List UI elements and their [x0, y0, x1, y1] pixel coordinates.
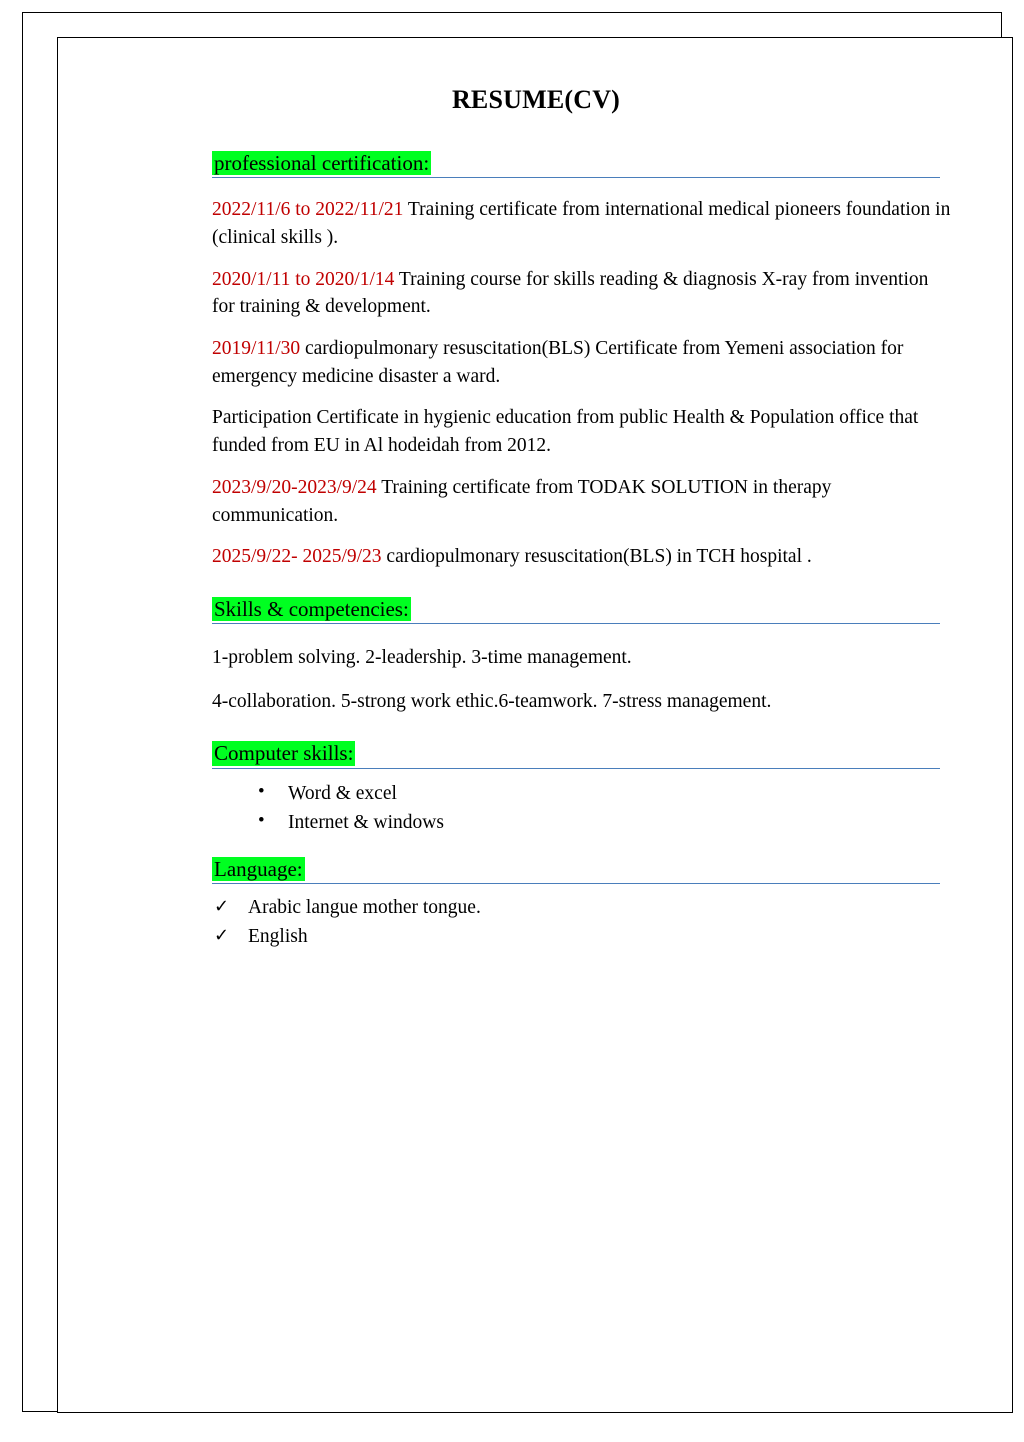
skills-line: 4-collaboration. 5-strong work ethic.6-teamwork. 7-stress management.: [212, 690, 772, 712]
list-item: ✓ English: [214, 923, 978, 952]
list-item: • Internet & windows: [258, 808, 978, 837]
section-heading-professional-certification: [212, 151, 940, 178]
list-item: ✓ Arabic langue mother tongue.: [214, 894, 978, 923]
certification-entry: [212, 182, 952, 251]
certification-entry: [212, 321, 952, 390]
computer-skills-list: [94, 779, 978, 838]
section-computer-skills: [94, 741, 978, 837]
certification-date: 2023/9/20-2023/9/24: [212, 476, 377, 498]
certification-date: 2020/1/11 to 2020/1/14: [212, 268, 395, 290]
document-content: [94, 84, 978, 952]
section-professional-certification: [94, 151, 978, 571]
certification-date: 2025/9/22- 2025/9/23: [212, 546, 382, 568]
section-heading-label: Skills & competencies:: [214, 596, 409, 621]
certification-text: Participation Certificate in hygienic education from public Health & Population office that funded from EU in Al hodeidah from 2012.: [212, 407, 919, 457]
list-item: • Word & excel: [258, 779, 978, 808]
certification-entry: [212, 252, 952, 321]
certification-date: 2019/11/30: [212, 338, 301, 360]
certification-entry: [212, 460, 952, 529]
certification-text: cardiopulmonary resuscitation(BLS) in TCH hospital .: [381, 546, 812, 568]
page-inner-border: [57, 37, 1013, 1413]
certification-entry: [212, 390, 952, 459]
section-heading-label: Computer skills:: [214, 741, 354, 766]
section-heading-label: professional certification:: [214, 151, 430, 176]
certification-text: Training certificate from international medical pioneers foundation in (clinical skills ).: [212, 199, 951, 249]
certification-text: Training certificate from TODAK SOLUTION in therapy communication.: [212, 476, 832, 526]
section-heading-skills-competencies: [212, 597, 940, 624]
certification-text: cardiopulmonary resuscitation(BLS) Certificate from Yemeni association for emergency medicine disaster a ward.: [212, 338, 904, 387]
certification-date: 2022/11/6 to 2022/11/21: [212, 199, 404, 221]
page-outer-border: [22, 12, 1002, 1412]
section-heading-computer-skills: [212, 741, 940, 768]
skills-line: 1-problem solving. 2-leadership. 3-time management.: [212, 647, 632, 669]
section-heading-label: Language:: [214, 857, 303, 882]
language-list: [94, 894, 978, 952]
section-heading-language: [212, 857, 940, 884]
section-language: [94, 857, 978, 952]
page-title: RESUME(CV): [451, 85, 621, 114]
certification-text: Training course for skills reading & diagnosis X-ray from invention for training & development.: [212, 268, 929, 318]
section-skills-competencies: [94, 597, 978, 716]
certification-entry: [212, 529, 952, 571]
